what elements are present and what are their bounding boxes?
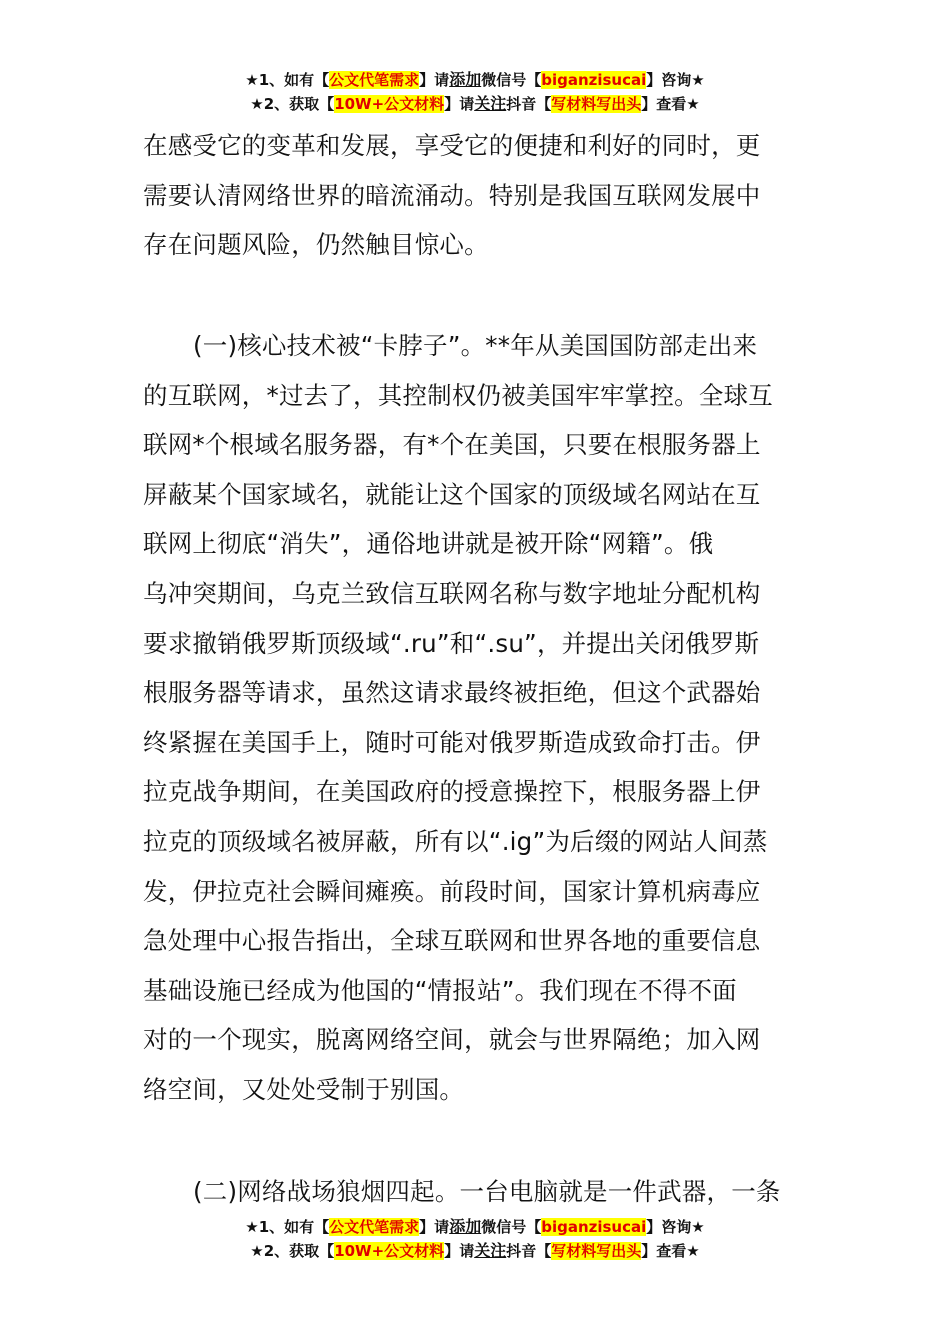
banner-text: 】查看★ xyxy=(641,1242,700,1260)
paragraph-2 xyxy=(143,321,807,1115)
paragraph-1 xyxy=(143,121,807,270)
text-line: 拉克的顶级域名被屏蔽，所有以“.ig”为后缀的网站人间蒸 xyxy=(143,826,768,856)
banner-text: 抖音【 xyxy=(506,1242,552,1260)
banner-highlight: 10W+公文材料 xyxy=(334,95,445,113)
text-line: 联网*个根域名服务器，有*个在美国，只要在根服务器上 xyxy=(143,430,761,460)
text-line: 络空间，又处处受制于别国。 xyxy=(143,1074,465,1104)
text-line: 终紧握在美国手上，随时可能对俄罗斯造成致命打击。伊 xyxy=(143,727,761,757)
banner-highlight: 10W+公文材料 xyxy=(334,1242,445,1260)
banner-highlight: 公文代笔需求 xyxy=(329,1218,420,1236)
banner-highlight: 公文代笔需求 xyxy=(329,71,420,89)
text-line: 对的一个现实，脱离网络空间，就会与世界隔绝；加入网 xyxy=(143,1025,761,1055)
paragraph-3 xyxy=(143,1167,807,1217)
banner-line-2 xyxy=(0,1239,950,1263)
text-line: 根服务器等请求，虽然这请求最终被拒绝，但这个武器始 xyxy=(143,678,761,708)
text-line: 拉克战争期间，在美国政府的授意操控下，根服务器上伊 xyxy=(143,777,761,807)
banner-line-2 xyxy=(0,92,950,116)
text-line: 急处理中心报告指出，全球互联网和世界各地的重要信息 xyxy=(143,926,761,956)
banner-text: ★2、获取【 xyxy=(250,1242,335,1260)
banner-text: 】请 xyxy=(444,1242,475,1260)
text-line: 的互联网，*过去了，其控制权仍被美国牢牢掌控。全球互 xyxy=(143,380,773,410)
banner-text: 】请 xyxy=(444,95,475,113)
banner-line-1 xyxy=(0,1215,950,1239)
text-line: 要求撤销俄罗斯顶级域“.ru”和“.su”，并提出关闭俄罗斯 xyxy=(143,628,760,658)
banner-text: 微信号【 xyxy=(481,71,542,89)
header-banner xyxy=(0,68,950,116)
banner-emphasis: 添加 xyxy=(449,1217,482,1236)
banner-text: ★1、如有【 xyxy=(245,1218,330,1236)
banner-emphasis: 添加 xyxy=(449,70,482,89)
banner-emphasis: 关注 xyxy=(474,94,507,113)
section-heading-line: (一)核心技术被“卡脖子”。**年从美国国防部走出来 xyxy=(193,331,758,360)
text-line: 发，伊拉克社会瞬间瘫痪。前段时间，国家计算机病毒应 xyxy=(143,876,761,906)
banner-text: 抖音【 xyxy=(506,95,552,113)
text-line: 存在问题风险，仍然触目惊心。 xyxy=(143,230,489,260)
banner-douyin-id: 写材料写出头 xyxy=(551,95,642,113)
text-line: 在感受它的变革和发展，享受它的便捷和利好的同时，更 xyxy=(143,131,761,160)
banner-text: 】请 xyxy=(419,1218,450,1236)
banner-emphasis: 关注 xyxy=(474,1241,507,1260)
text-line: 屏蔽某个国家域名，就能让这个国家的顶级域名网站在互 xyxy=(143,479,761,509)
banner-text: 】咨询★ xyxy=(646,71,705,89)
banner-text: 】请 xyxy=(419,71,450,89)
banner-text: 】查看★ xyxy=(641,95,700,113)
banner-text: 】咨询★ xyxy=(646,1218,705,1236)
text-line: 基础设施已经成为他国的“情报站”。我们现在不得不面 xyxy=(143,975,737,1005)
footer-banner xyxy=(0,1215,950,1263)
banner-text: ★2、获取【 xyxy=(250,95,335,113)
section-heading-line: (二)网络战场狼烟四起。一台电脑就是一件武器，一条 xyxy=(193,1177,781,1206)
banner-wechat-id: biganzisucai xyxy=(541,71,647,89)
banner-wechat-id: biganzisucai xyxy=(541,1218,647,1236)
text-line: 乌冲突期间，乌克兰致信互联网名称与数字地址分配机构 xyxy=(143,578,761,608)
banner-text: 微信号【 xyxy=(481,1218,542,1236)
banner-line-1 xyxy=(0,68,950,92)
text-line: 联网上彻底“消失”，通俗地讲就是被开除“网籍”。俄 xyxy=(143,529,714,559)
banner-douyin-id: 写材料写出头 xyxy=(551,1242,642,1260)
banner-text: ★1、如有【 xyxy=(245,71,330,89)
text-line: 需要认清网络世界的暗流涌动。特别是我国互联网发展中 xyxy=(143,180,761,210)
